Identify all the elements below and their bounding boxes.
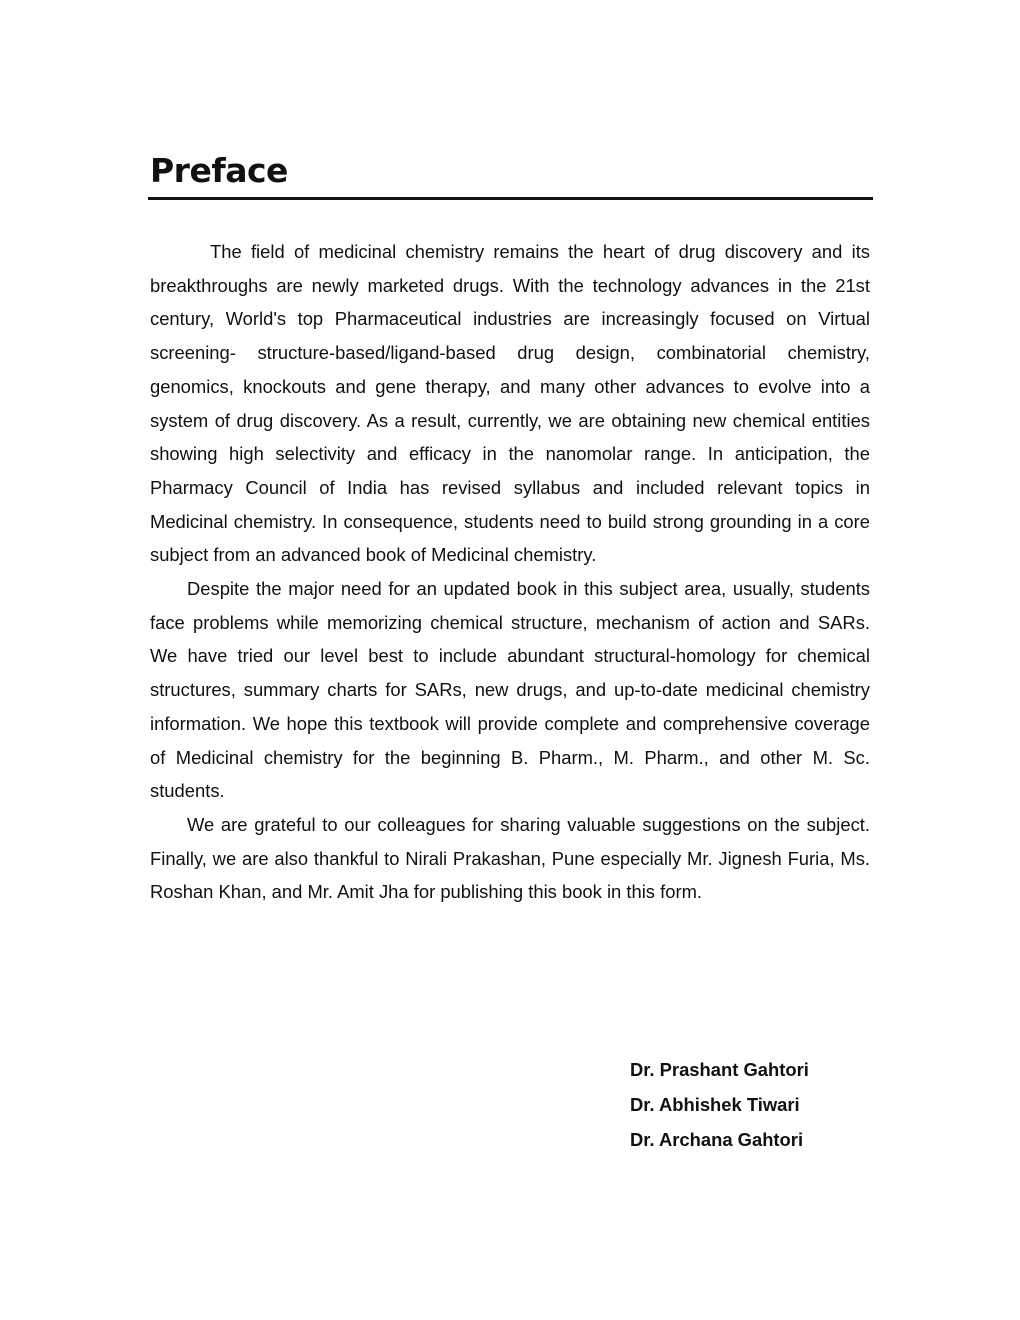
preface-paragraph: Despite the major need for an updated book in this subject area, usually, students face problems while memorizing chemical structure, mechanism of action and SARs. We have tried our level best to include abundant structural-homology for chemical structures, summary charts for SARs, new drugs, and up-to-date medicinal chemistry information. We hope this textbook will provide complete and comprehensive coverage of Medicinal chemistry for the beginning B. Pharm., M. Pharm., and other M. Sc. students.	[150, 578, 870, 802]
preface-paragraph: We are grateful to our colleagues for sharing valuable suggestions on the subject. Finally, we are also thankful to Nirali Prakashan, Pune especially Mr. Jignesh Furia, Ms. Roshan Khan, and Mr. Amit Jha for publishing this book in this form.	[150, 813, 870, 903]
preface-body	[150, 235, 870, 909]
author-signature-block	[630, 1052, 809, 1157]
preface-paragraph: The field of medicinal chemistry remains the heart of drug discovery and its breakthroughs are newly marketed drugs. With the technology advances in the 21st century, World's top Pharmaceutical industries are increasingly focused on Virtual screening- structure-based/ligand-based drug design, combinatorial chemistry, genomics, knockouts and gene therapy, and many other advances to evolve into a system of drug discovery. As a result, currently, we are obtaining new chemical entities showing high selectivity and efficacy in the nanomolar range. In anticipation, the Pharmacy Council of India has revised syllabus and included relevant topics in Medicinal chemistry. In consequence, students need to build strong grounding in a core subject from an advanced book of Medicinal chemistry.	[150, 241, 870, 566]
title-underline-divider	[148, 197, 873, 200]
author-name: Dr. Prashant Gahtori	[630, 1059, 809, 1080]
page-title: Preface	[150, 151, 288, 190]
author-name: Dr. Archana Gahtori	[630, 1129, 804, 1150]
author-name: Dr. Abhishek Tiwari	[630, 1094, 800, 1115]
